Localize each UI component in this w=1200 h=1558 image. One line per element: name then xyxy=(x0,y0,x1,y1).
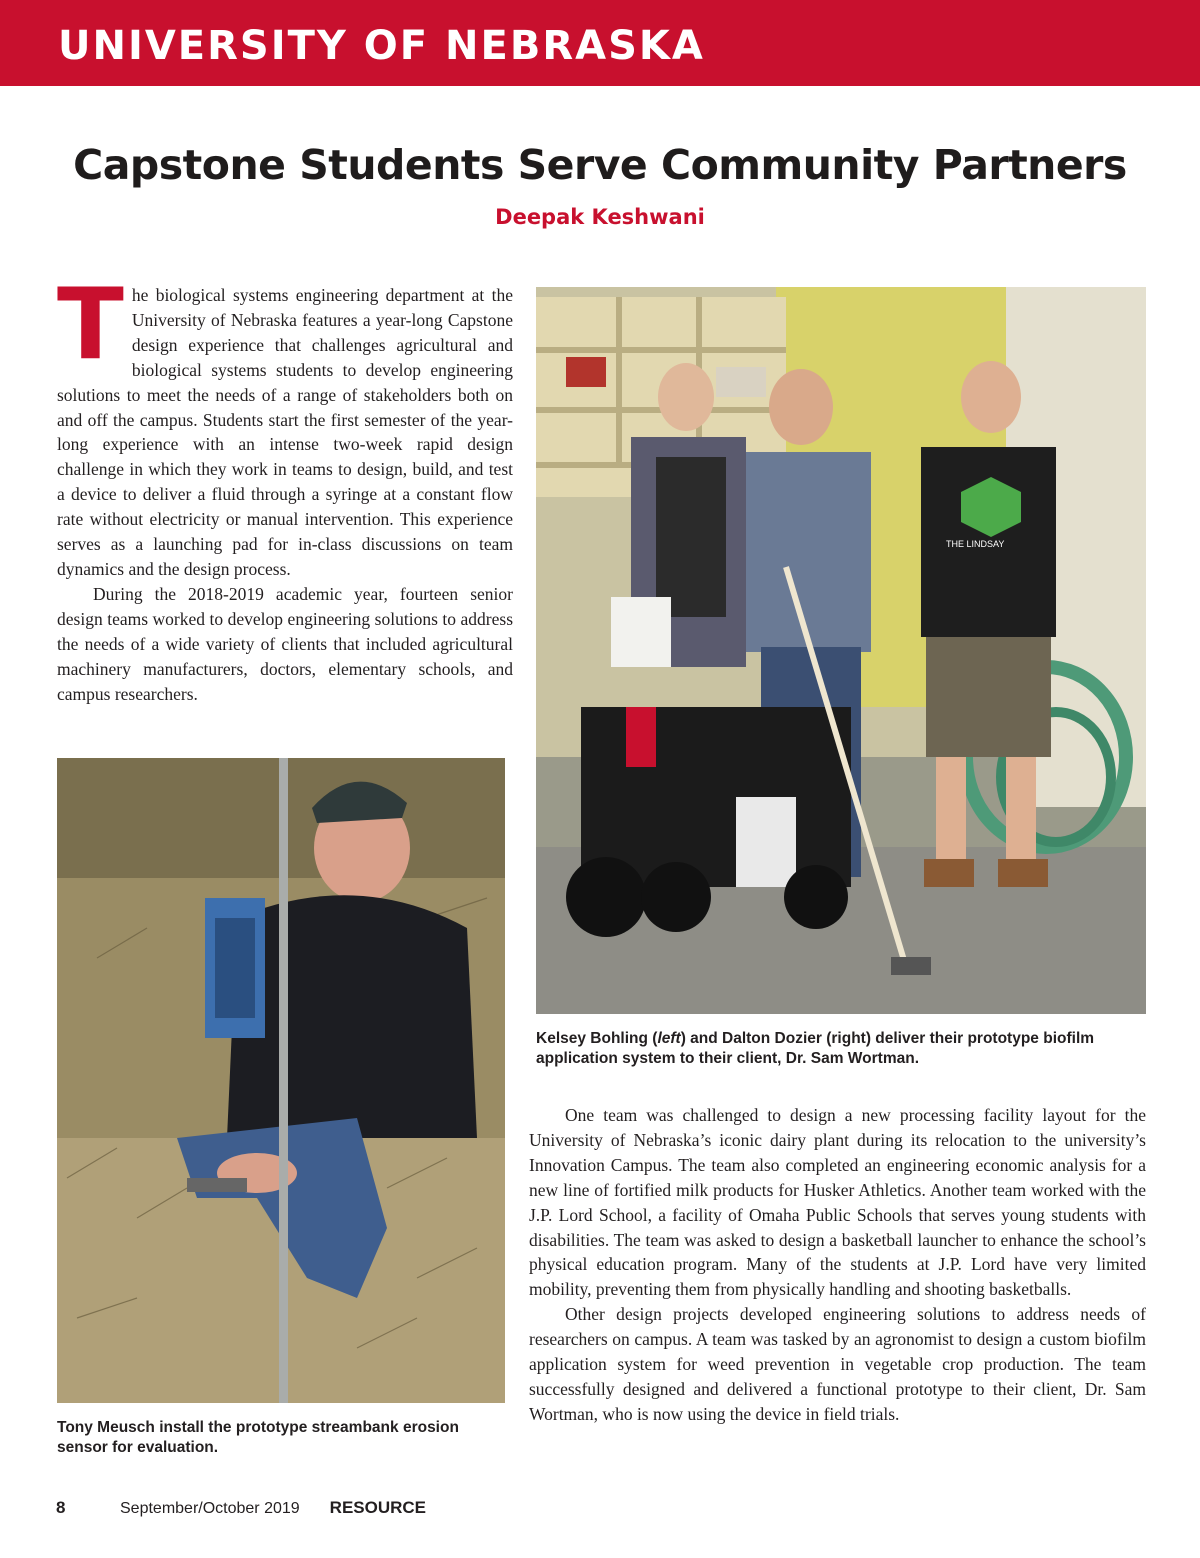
header-banner xyxy=(0,0,1200,86)
paragraph-academic-year: During the 2018-2019 academic year, fourteen senior design teams worked to develop engineering solutions to address the needs of a wide variety of clients that included agricultural machinery manufacturers, doctors, elementary schools, and campus researchers. xyxy=(57,583,513,704)
page-number: 8 xyxy=(56,1498,66,1517)
caption-streambank-photo: Tony Meusch install the prototype streambank erosion sensor for evaluation. xyxy=(57,1419,459,1456)
caption-team-photo-italic: left xyxy=(657,1030,681,1047)
article-title: Capstone Students Serve Community Partners xyxy=(73,141,1127,189)
page-footer xyxy=(56,1497,426,1521)
team-photo-illustration xyxy=(536,287,1146,1014)
paragraph-intro-text: he biological systems engineering department at the University of Nebraska features a year-long Capstone design experience that challenges agricultural and biological systems students to develop engineering solutions to meet the needs of a range of stakeholders both on and off the campus. Students start the first semester of the year-long experience with an intense two-week rapid design challenge in which they work in teams to design, build, and test a device to deliver a fluid through a syringe at a constant flow rate without electricity or manual intervention. This experience serves as a launching pad for in-class discussions on team dynamics and the design process. xyxy=(57,285,513,579)
issue-date: September/October 2019 xyxy=(120,1500,300,1517)
streambank-photo xyxy=(57,758,505,1403)
drop-cap: T xyxy=(57,268,124,382)
streambank-photo-illustration xyxy=(57,758,505,1403)
left-column-text xyxy=(57,268,513,706)
paragraph-dairy-and-jp-lord: One team was challenged to design a new processing facility layout for the University of Nebraska’s iconic dairy plant during its relocation to the university’s Innovation Campus. The team also completed an engineering economic analysis for a new line of fortified milk products for Husker Athletics. Another team worked with the J.P. Lord School, a facility of Omaha Public Schools that serves young students with disabilities. The team was asked to design a basketball launcher to enhance the school’s physical education program. Many of the students at J.P. Lord have very limited mobility, preventing them from physically handling and shooting basketballs. xyxy=(529,1105,1146,1300)
caption-team-photo-part1: Kelsey Bohling ( xyxy=(536,1030,658,1047)
caption-team-photo-part2: ) and Dalton Dozier (right) deliver their prototype biofilm application system to their client, Dr. Sam Wortman. xyxy=(536,1030,1095,1067)
magazine-name: RESOURCE xyxy=(329,1498,427,1517)
caption-team-photo xyxy=(536,1029,1148,1069)
paragraph-biofilm: Other design projects developed engineering solutions to address needs of researchers on campus. A team was tasked by an agronomist to design a custom biofilm application system for weed prevention in vegetable crop production. The team successfully designed and delivered a functional prototype to their client, Dr. Sam Wortman, who is now using the device in field trials. xyxy=(529,1304,1146,1424)
team-photo-biofilm xyxy=(536,287,1146,1014)
banner-title: UNIVERSITY OF NEBRASKA xyxy=(58,23,705,69)
article-author: Deepak Keshwani xyxy=(495,205,705,229)
paragraph-intro xyxy=(57,268,513,582)
right-column-text xyxy=(529,1103,1146,1427)
shirt-text: THE LINDSAY xyxy=(946,539,1005,549)
